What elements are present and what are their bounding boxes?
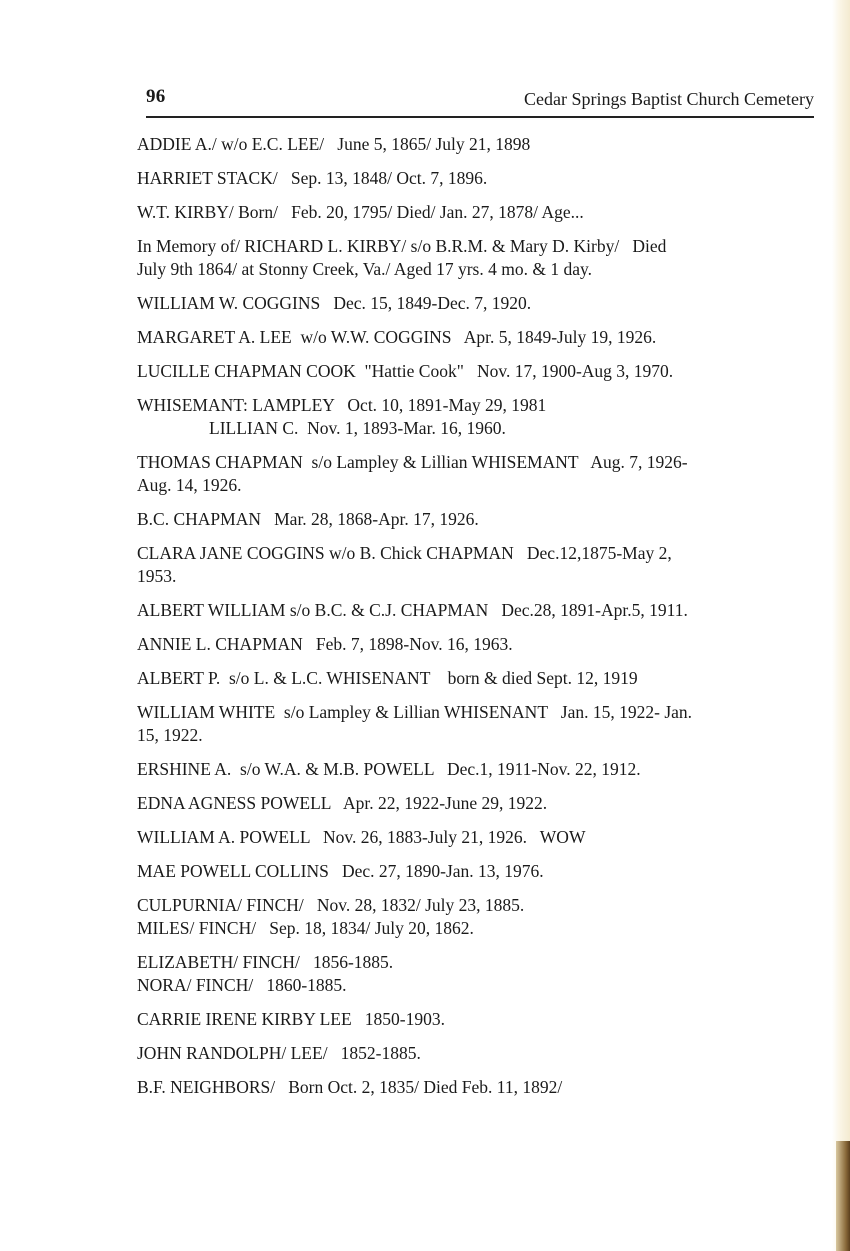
list-item — [137, 235, 817, 281]
entry-line: In Memory of/ RICHARD L. KIRBY/ s/o B.R.M. & Mary D. Kirby/ Died — [137, 236, 667, 256]
entry-line: 1953. — [137, 566, 177, 586]
list-item — [137, 451, 817, 497]
entry-line: LUCILLE CHAPMAN COOK "Hattie Cook" Nov. 17, 1900-Aug 3, 1970. — [137, 361, 674, 381]
list-item — [137, 860, 817, 883]
page-number: 96 — [146, 86, 166, 107]
list-item — [137, 826, 817, 849]
list-item — [137, 633, 817, 656]
list-item — [137, 1076, 817, 1099]
list-item — [137, 542, 817, 588]
list-item — [137, 951, 817, 997]
entry-line: HARRIET STACK/ Sep. 13, 1848/ Oct. 7, 1896. — [137, 168, 488, 188]
entry-line: LILLIAN C. Nov. 1, 1893-Mar. 16, 1960. — [209, 418, 506, 438]
list-item — [137, 599, 817, 622]
list-item — [137, 133, 817, 156]
entry-line: WILLIAM W. COGGINS Dec. 15, 1849-Dec. 7, 1920. — [137, 293, 532, 313]
page-edge-shadow — [832, 0, 850, 1251]
cemetery-entries-list — [137, 133, 817, 1110]
entry-line: ELIZABETH/ FINCH/ 1856-1885. — [137, 952, 394, 972]
list-item — [137, 1008, 817, 1031]
list-item — [137, 792, 817, 815]
entry-line: WILLIAM A. POWELL Nov. 26, 1883-July 21, 1926. WOW — [137, 827, 586, 847]
entry-line: W.T. KIRBY/ Born/ Feb. 20, 1795/ Died/ Jan. 27, 1878/ Age... — [137, 202, 584, 222]
entry-line: THOMAS CHAPMAN s/o Lampley & Lillian WHISEMANT Aug. 7, 1926- — [137, 452, 688, 472]
entry-line: ANNIE L. CHAPMAN Feb. 7, 1898-Nov. 16, 1963. — [137, 634, 513, 654]
entry-line: ALBERT P. s/o L. & L.C. WHISENANT born & died Sept. 12, 1919 — [137, 668, 638, 688]
list-item — [137, 326, 817, 349]
list-item — [137, 508, 817, 531]
list-item — [137, 701, 817, 747]
running-title: Cedar Springs Baptist Church Cemetery — [524, 89, 814, 109]
list-item — [137, 360, 817, 383]
page-header — [146, 86, 814, 118]
entry-line: Aug. 14, 1926. — [137, 475, 242, 495]
list-item — [137, 292, 817, 315]
entry-line: CLARA JANE COGGINS w/o B. Chick CHAPMAN Dec.12,1875-May 2, — [137, 543, 672, 563]
entry-line: CARRIE IRENE KIRBY LEE 1850-1903. — [137, 1009, 446, 1029]
list-item — [137, 167, 817, 190]
entry-line: NORA/ FINCH/ 1860-1885. — [137, 975, 347, 995]
entry-line: 15, 1922. — [137, 725, 203, 745]
entry-line: WILLIAM WHITE s/o Lampley & Lillian WHISENANT Jan. 15, 1922- Jan. — [137, 702, 693, 722]
entry-line: B.F. NEIGHBORS/ Born Oct. 2, 1835/ Died Feb. 11, 1892/ — [137, 1077, 563, 1097]
entry-line: ERSHINE A. s/o W.A. & M.B. POWELL Dec.1, 1911-Nov. 22, 1912. — [137, 759, 641, 779]
entry-line: MAE POWELL COLLINS Dec. 27, 1890-Jan. 13, 1976. — [137, 861, 544, 881]
entry-line: WHISEMANT: LAMPLEY Oct. 10, 1891-May 29, 1981 — [137, 395, 547, 415]
list-item — [137, 758, 817, 781]
page-corner-shadow — [836, 1141, 850, 1251]
list-item — [137, 1042, 817, 1065]
entry-line: JOHN RANDOLPH/ LEE/ 1852-1885. — [137, 1043, 421, 1063]
entry-line: MILES/ FINCH/ Sep. 18, 1834/ July 20, 1862. — [137, 918, 474, 938]
entry-line: MARGARET A. LEE w/o W.W. COGGINS Apr. 5, 1849-July 19, 1926. — [137, 327, 657, 347]
list-item — [137, 394, 817, 440]
list-item — [137, 667, 817, 690]
entry-line: B.C. CHAPMAN Mar. 28, 1868-Apr. 17, 1926. — [137, 509, 479, 529]
entry-line: ALBERT WILLIAM s/o B.C. & C.J. CHAPMAN Dec.28, 1891-Apr.5, 1911. — [137, 600, 688, 620]
list-item — [137, 894, 817, 940]
entry-line: July 9th 1864/ at Stonny Creek, Va./ Aged 17 yrs. 4 mo. & 1 day. — [137, 259, 592, 279]
list-item — [137, 201, 817, 224]
entry-line: EDNA AGNESS POWELL Apr. 22, 1922-June 29, 1922. — [137, 793, 548, 813]
entry-line: CULPURNIA/ FINCH/ Nov. 28, 1832/ July 23, 1885. — [137, 895, 525, 915]
entry-line: ADDIE A./ w/o E.C. LEE/ June 5, 1865/ July 21, 1898 — [137, 134, 531, 154]
